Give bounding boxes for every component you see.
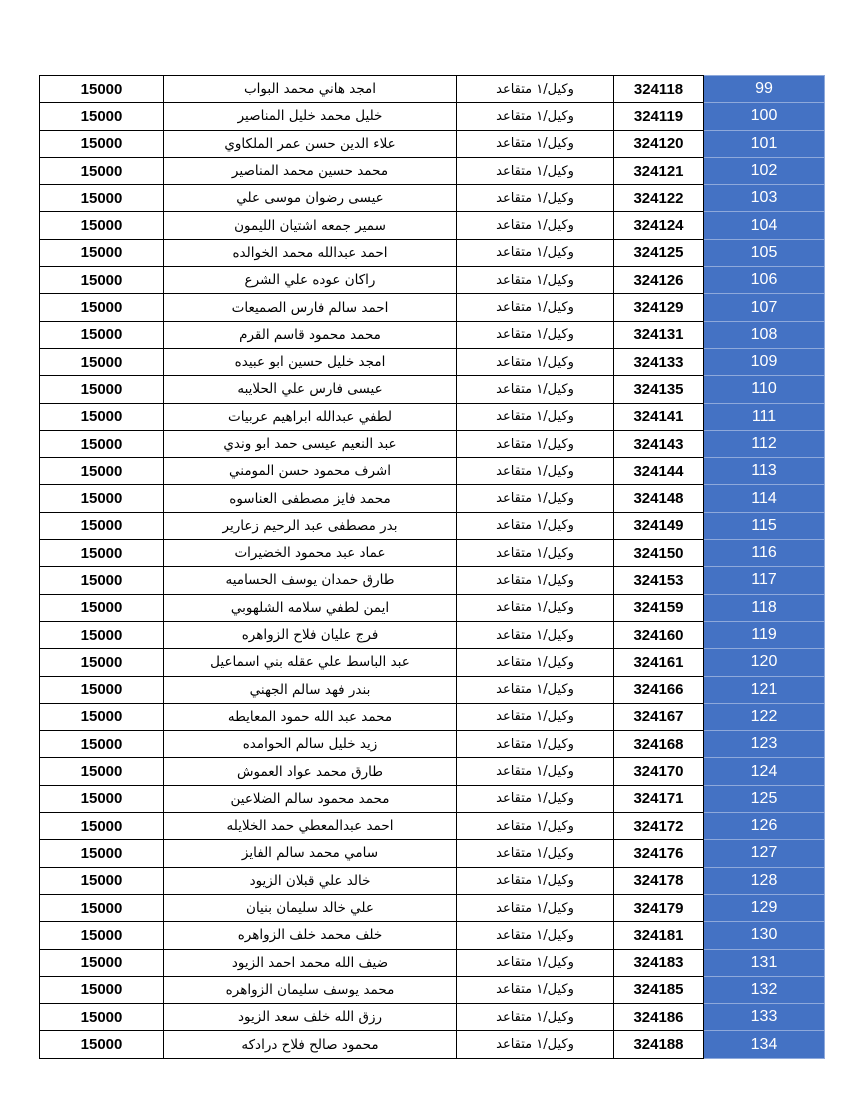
- sequence-number-cell: 130: [704, 922, 825, 949]
- id-number-cell: 324167: [614, 703, 704, 730]
- id-number-cell: 324135: [614, 376, 704, 403]
- amount-cell: 15000: [40, 676, 164, 703]
- amount-cell: 15000: [40, 376, 164, 403]
- amount-cell: 15000: [40, 157, 164, 184]
- retirees-list-sheet: [39, 75, 824, 1059]
- full-name-cell: محمود صالح فلاح درادكه: [164, 1031, 457, 1058]
- full-name-cell: بدر مصطفى عبد الرحيم زعارير: [164, 512, 457, 539]
- full-name-cell: لطفي عبدالله ابراهيم عربيات: [164, 403, 457, 430]
- table-row: [40, 785, 825, 812]
- table-row: [40, 294, 825, 321]
- full-name-cell: بندر فهد سالم الجهني: [164, 676, 457, 703]
- amount-cell: 15000: [40, 130, 164, 157]
- amount-cell: 15000: [40, 621, 164, 648]
- rank-cell: وكيل/١ متقاعد: [457, 785, 614, 812]
- full-name-cell: محمد عبد الله حمود المعايطه: [164, 703, 457, 730]
- sequence-number-cell: 102: [704, 157, 825, 184]
- sequence-number-cell: 121: [704, 676, 825, 703]
- table-row: [40, 348, 825, 375]
- table-row: [40, 976, 825, 1003]
- amount-cell: 15000: [40, 540, 164, 567]
- table-row: [40, 676, 825, 703]
- id-number-cell: 324124: [614, 212, 704, 239]
- full-name-cell: عيسى رضوان موسى علي: [164, 185, 457, 212]
- rank-cell: وكيل/١ متقاعد: [457, 894, 614, 921]
- sequence-number-cell: 104: [704, 212, 825, 239]
- amount-cell: 15000: [40, 703, 164, 730]
- id-number-cell: 324176: [614, 840, 704, 867]
- rank-cell: وكيل/١ متقاعد: [457, 212, 614, 239]
- id-number-cell: 324120: [614, 130, 704, 157]
- id-number-cell: 324143: [614, 430, 704, 457]
- table-row: [40, 239, 825, 266]
- id-number-cell: 324131: [614, 321, 704, 348]
- rank-cell: وكيل/١ متقاعد: [457, 731, 614, 758]
- rank-cell: وكيل/١ متقاعد: [457, 130, 614, 157]
- id-number-cell: 324153: [614, 567, 704, 594]
- rank-cell: وكيل/١ متقاعد: [457, 840, 614, 867]
- table-row: [40, 321, 825, 348]
- table-row: [40, 567, 825, 594]
- table-row: [40, 403, 825, 430]
- rank-cell: وكيل/١ متقاعد: [457, 758, 614, 785]
- amount-cell: 15000: [40, 512, 164, 539]
- amount-cell: 15000: [40, 594, 164, 621]
- id-number-cell: 324168: [614, 731, 704, 758]
- sequence-number-cell: 117: [704, 567, 825, 594]
- id-number-cell: 324126: [614, 267, 704, 294]
- id-number-cell: 324144: [614, 458, 704, 485]
- full-name-cell: محمد حسين محمد المناصير: [164, 157, 457, 184]
- id-number-cell: 324159: [614, 594, 704, 621]
- id-number-cell: 324170: [614, 758, 704, 785]
- amount-cell: 15000: [40, 403, 164, 430]
- table-row: [40, 212, 825, 239]
- sequence-number-cell: 115: [704, 512, 825, 539]
- retirees-table: [39, 75, 825, 1059]
- rank-cell: وكيل/١ متقاعد: [457, 403, 614, 430]
- full-name-cell: سامي محمد سالم الفايز: [164, 840, 457, 867]
- id-number-cell: 324125: [614, 239, 704, 266]
- full-name-cell: طارق حمدان يوسف الحساميه: [164, 567, 457, 594]
- amount-cell: 15000: [40, 212, 164, 239]
- id-number-cell: 324150: [614, 540, 704, 567]
- full-name-cell: رزق الله خلف سعد الزيود: [164, 1004, 457, 1031]
- rank-cell: وكيل/١ متقاعد: [457, 567, 614, 594]
- id-number-cell: 324166: [614, 676, 704, 703]
- amount-cell: 15000: [40, 485, 164, 512]
- id-number-cell: 324181: [614, 922, 704, 949]
- table-row: [40, 867, 825, 894]
- table-row: [40, 840, 825, 867]
- full-name-cell: احمد عبدالله محمد الخوالده: [164, 239, 457, 266]
- amount-cell: 15000: [40, 458, 164, 485]
- table-body: [40, 76, 825, 1059]
- table-row: [40, 540, 825, 567]
- rank-cell: وكيل/١ متقاعد: [457, 976, 614, 1003]
- amount-cell: 15000: [40, 567, 164, 594]
- id-number-cell: 324179: [614, 894, 704, 921]
- sequence-number-cell: 111: [704, 403, 825, 430]
- rank-cell: وكيل/١ متقاعد: [457, 621, 614, 648]
- amount-cell: 15000: [40, 348, 164, 375]
- full-name-cell: خالد علي قبلان الزيود: [164, 867, 457, 894]
- id-number-cell: 324121: [614, 157, 704, 184]
- full-name-cell: احمد عبدالمعطي حمد الخلايله: [164, 813, 457, 840]
- sequence-number-cell: 112: [704, 430, 825, 457]
- sequence-number-cell: 101: [704, 130, 825, 157]
- full-name-cell: محمد يوسف سليمان الزواهره: [164, 976, 457, 1003]
- full-name-cell: عبد النعيم عيسى حمد ابو وندي: [164, 430, 457, 457]
- table-row: [40, 813, 825, 840]
- sequence-number-cell: 134: [704, 1031, 825, 1058]
- full-name-cell: محمد محمود قاسم القرم: [164, 321, 457, 348]
- rank-cell: وكيل/١ متقاعد: [457, 294, 614, 321]
- sequence-number-cell: 127: [704, 840, 825, 867]
- full-name-cell: عيسى فارس علي الحلايبه: [164, 376, 457, 403]
- full-name-cell: اشرف محمود حسن المومني: [164, 458, 457, 485]
- sequence-number-cell: 133: [704, 1004, 825, 1031]
- full-name-cell: ضيف الله محمد احمد الزيود: [164, 949, 457, 976]
- full-name-cell: احمد سالم فارس الصميعات: [164, 294, 457, 321]
- amount-cell: 15000: [40, 949, 164, 976]
- amount-cell: 15000: [40, 321, 164, 348]
- id-number-cell: 324122: [614, 185, 704, 212]
- id-number-cell: 324186: [614, 1004, 704, 1031]
- rank-cell: وكيل/١ متقاعد: [457, 594, 614, 621]
- full-name-cell: علاء الدين حسن عمر الملكاوي: [164, 130, 457, 157]
- amount-cell: 15000: [40, 731, 164, 758]
- sequence-number-cell: 113: [704, 458, 825, 485]
- sequence-number-cell: 122: [704, 703, 825, 730]
- sequence-number-cell: 132: [704, 976, 825, 1003]
- rank-cell: وكيل/١ متقاعد: [457, 922, 614, 949]
- full-name-cell: امجد خليل حسين ابو عبيده: [164, 348, 457, 375]
- amount-cell: 15000: [40, 1004, 164, 1031]
- id-number-cell: 324118: [614, 76, 704, 103]
- rank-cell: وكيل/١ متقاعد: [457, 321, 614, 348]
- table-row: [40, 130, 825, 157]
- table-row: [40, 949, 825, 976]
- amount-cell: 15000: [40, 976, 164, 1003]
- table-row: [40, 430, 825, 457]
- sequence-number-cell: 99: [704, 76, 825, 103]
- id-number-cell: 324141: [614, 403, 704, 430]
- full-name-cell: محمد فايز مصطفى العناسوه: [164, 485, 457, 512]
- full-name-cell: فرج عليان فلاح الزواهره: [164, 621, 457, 648]
- id-number-cell: 324133: [614, 348, 704, 375]
- sequence-number-cell: 103: [704, 185, 825, 212]
- sequence-number-cell: 100: [704, 103, 825, 130]
- table-row: [40, 485, 825, 512]
- rank-cell: وكيل/١ متقاعد: [457, 676, 614, 703]
- id-number-cell: 324172: [614, 813, 704, 840]
- full-name-cell: عبد الباسط علي عقله بني اسماعيل: [164, 649, 457, 676]
- rank-cell: وكيل/١ متقاعد: [457, 239, 614, 266]
- sequence-number-cell: 108: [704, 321, 825, 348]
- rank-cell: وكيل/١ متقاعد: [457, 267, 614, 294]
- table-row: [40, 621, 825, 648]
- sequence-number-cell: 131: [704, 949, 825, 976]
- amount-cell: 15000: [40, 840, 164, 867]
- sequence-number-cell: 105: [704, 239, 825, 266]
- sequence-number-cell: 109: [704, 348, 825, 375]
- rank-cell: وكيل/١ متقاعد: [457, 430, 614, 457]
- amount-cell: 15000: [40, 785, 164, 812]
- amount-cell: 15000: [40, 294, 164, 321]
- id-number-cell: 324171: [614, 785, 704, 812]
- table-row: [40, 157, 825, 184]
- sequence-number-cell: 125: [704, 785, 825, 812]
- sequence-number-cell: 126: [704, 813, 825, 840]
- table-row: [40, 649, 825, 676]
- full-name-cell: زيد خليل سالم الحوامده: [164, 731, 457, 758]
- id-number-cell: 324160: [614, 621, 704, 648]
- rank-cell: وكيل/١ متقاعد: [457, 76, 614, 103]
- amount-cell: 15000: [40, 758, 164, 785]
- rank-cell: وكيل/١ متقاعد: [457, 540, 614, 567]
- sequence-number-cell: 110: [704, 376, 825, 403]
- table-row: [40, 458, 825, 485]
- sequence-number-cell: 124: [704, 758, 825, 785]
- id-number-cell: 324148: [614, 485, 704, 512]
- table-row: [40, 894, 825, 921]
- full-name-cell: امجد هاني محمد البواب: [164, 76, 457, 103]
- rank-cell: وكيل/١ متقاعد: [457, 185, 614, 212]
- sequence-number-cell: 123: [704, 731, 825, 758]
- sequence-number-cell: 106: [704, 267, 825, 294]
- table-row: [40, 512, 825, 539]
- full-name-cell: طارق محمد عواد العموش: [164, 758, 457, 785]
- rank-cell: وكيل/١ متقاعد: [457, 949, 614, 976]
- rank-cell: وكيل/١ متقاعد: [457, 485, 614, 512]
- rank-cell: وكيل/١ متقاعد: [457, 376, 614, 403]
- full-name-cell: محمد محمود سالم الضلاعين: [164, 785, 457, 812]
- table-row: [40, 922, 825, 949]
- id-number-cell: 324178: [614, 867, 704, 894]
- id-number-cell: 324183: [614, 949, 704, 976]
- table-row: [40, 1031, 825, 1058]
- full-name-cell: خلف محمد خلف الزواهره: [164, 922, 457, 949]
- id-number-cell: 324149: [614, 512, 704, 539]
- table-row: [40, 594, 825, 621]
- amount-cell: 15000: [40, 894, 164, 921]
- table-row: [40, 185, 825, 212]
- table-row: [40, 703, 825, 730]
- table-row: [40, 731, 825, 758]
- amount-cell: 15000: [40, 103, 164, 130]
- table-row: [40, 758, 825, 785]
- rank-cell: وكيل/١ متقاعد: [457, 348, 614, 375]
- amount-cell: 15000: [40, 267, 164, 294]
- amount-cell: 15000: [40, 185, 164, 212]
- full-name-cell: عماد عبد محمود الخضيرات: [164, 540, 457, 567]
- amount-cell: 15000: [40, 813, 164, 840]
- amount-cell: 15000: [40, 649, 164, 676]
- full-name-cell: راكان عوده علي الشرع: [164, 267, 457, 294]
- amount-cell: 15000: [40, 922, 164, 949]
- amount-cell: 15000: [40, 1031, 164, 1058]
- id-number-cell: 324129: [614, 294, 704, 321]
- amount-cell: 15000: [40, 430, 164, 457]
- rank-cell: وكيل/١ متقاعد: [457, 649, 614, 676]
- rank-cell: وكيل/١ متقاعد: [457, 813, 614, 840]
- sequence-number-cell: 116: [704, 540, 825, 567]
- sequence-number-cell: 129: [704, 894, 825, 921]
- rank-cell: وكيل/١ متقاعد: [457, 703, 614, 730]
- rank-cell: وكيل/١ متقاعد: [457, 1031, 614, 1058]
- rank-cell: وكيل/١ متقاعد: [457, 458, 614, 485]
- rank-cell: وكيل/١ متقاعد: [457, 512, 614, 539]
- table-row: [40, 267, 825, 294]
- table-row: [40, 376, 825, 403]
- id-number-cell: 324188: [614, 1031, 704, 1058]
- sequence-number-cell: 128: [704, 867, 825, 894]
- sequence-number-cell: 107: [704, 294, 825, 321]
- table-row: [40, 1004, 825, 1031]
- rank-cell: وكيل/١ متقاعد: [457, 1004, 614, 1031]
- full-name-cell: علي خالد سليمان بنيان: [164, 894, 457, 921]
- rank-cell: وكيل/١ متقاعد: [457, 867, 614, 894]
- sequence-number-cell: 118: [704, 594, 825, 621]
- sequence-number-cell: 119: [704, 621, 825, 648]
- amount-cell: 15000: [40, 239, 164, 266]
- table-row: [40, 76, 825, 103]
- amount-cell: 15000: [40, 76, 164, 103]
- rank-cell: وكيل/١ متقاعد: [457, 103, 614, 130]
- id-number-cell: 324185: [614, 976, 704, 1003]
- full-name-cell: خليل محمد خليل المناصير: [164, 103, 457, 130]
- table-row: [40, 103, 825, 130]
- full-name-cell: سمير جمعه اشتيان الليمون: [164, 212, 457, 239]
- full-name-cell: ايمن لطفي سلامه الشلهوبي: [164, 594, 457, 621]
- rank-cell: وكيل/١ متقاعد: [457, 157, 614, 184]
- sequence-number-cell: 114: [704, 485, 825, 512]
- amount-cell: 15000: [40, 867, 164, 894]
- id-number-cell: 324119: [614, 103, 704, 130]
- sequence-number-cell: 120: [704, 649, 825, 676]
- id-number-cell: 324161: [614, 649, 704, 676]
